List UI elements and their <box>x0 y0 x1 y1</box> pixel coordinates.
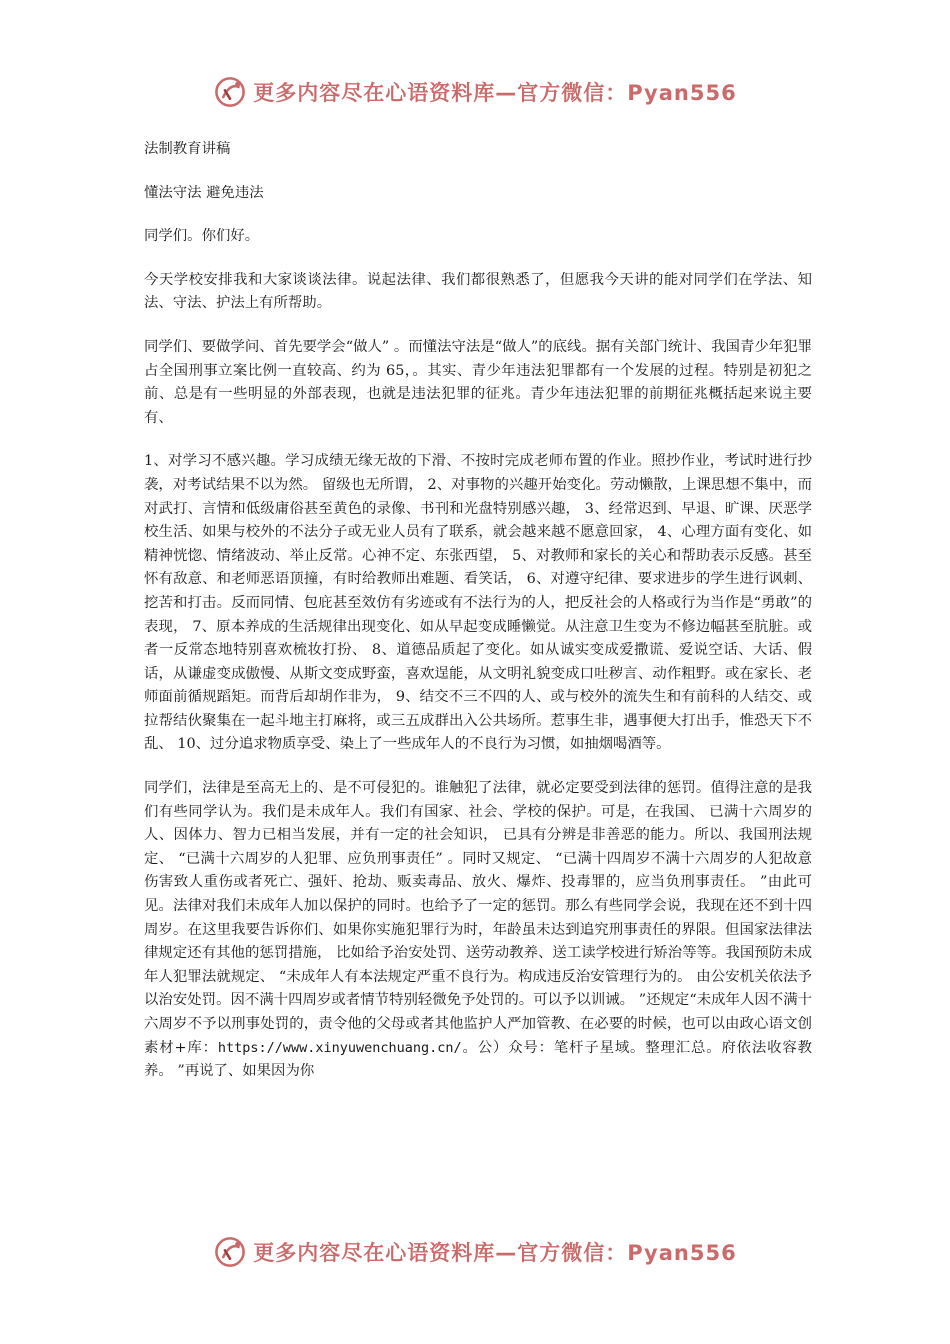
header-watermark-banner <box>0 72 950 112</box>
book-logo-icon <box>213 75 247 109</box>
doc-heading: 法制教育讲稿 <box>144 141 231 157</box>
paragraph-text-a: 同学们，法律是至高无上的、是不可侵犯的。谁触犯了法律，就必定要受到法律的惩罚。值得注意的是我们有些同学认为。我们是未成年人。我们有国家、社会、学校的保护。可是，在我国、 已满十六周岁的人、因体力、智力已相当发展，并有一定的社会知识， 已具有分辨是非善恶的能力。所以、我国刑法规定、 “已满十六周岁的人犯罪、应负刑事责任” 。同时又规定、 “已满十四周岁不满十六周岁的人犯故意伤害致人重伤或者死亡、强奸、抢劫、贩卖毒品、放火、爆炸、投毒罪的，应当负刑事责任。 ”由此可见。法律对我们未成年人加以保护的同时。也给予了一定的惩罚。那么有些同学会说，我现在还不到十四周岁。在这里我要告诉你们、如果你实施犯罪行为时，年龄虽未达到追究刑事责任的界限。但国家法律法律规定还有其他的惩罚措施， 比如给予治安处罚、送劳动教养、送工读学校进行矫治等等。我国预防未成年人犯罪法就规定、 “未成年人有本法规定严重不良行为。构成违反治安管理行为的。 由公安机关依法予以治安处罚。因不满十四周岁或者情节特别轻微免予处罚的。可以予以训诫。 ”还规定“未成年人因不满十六周岁不予以刑事处罚的，责令他的父母或者其他监护人严加管教、在必要的时候，也可以由政心语文创素材+库： <box>144 780 812 1056</box>
book-logo-icon <box>213 1235 247 1269</box>
paragraph-warning-signs: 1、对学习不感兴趣。学习成绩无缘无故的下滑、不按时完成老师布置的作业。照抄作业，考试时进行抄袭，对考试结果不以为然。 留级也无所谓， 2、对事物的兴趣开始变化。劳动懒散，上课思想不集中，而对武打、言情和低级庸俗甚至黄色的录像、书刊和光盘特别感兴趣， 3、经常迟到、早退、旷课、厌恶学校生活、如果与校外的不法分子或无业人员有了联系，就会越来越不愿意回家， 4、心理方面有变化、如精神恍惚、情绪波动、举止反常。心神不定、东张西望， 5、对教师和家长的关心和帮助表示反感。甚至怀有敌意、和老师恶语顶撞，有时给教师出难题、看笑话， 6、对遵守纪律、要求进步的学生进行讽刺、挖苦和打击。反而同情、包庇甚至效仿有劣迹或有不法行为的人，把反社会的人格或行为当作是“勇敢”的表现， 7、原本养成的生活规律出现变化、如从早起变成睡懒觉。从注意卫生变为不修边幅甚至肮脏。或者一反常态地特别喜欢梳妆打扮、 8、道德品质起了变化。如从诚实变成爱撒谎、爱说空话、大话、假话，从谦虚变成傲慢、从斯文变成野蛮，喜欢逞能，从文明礼貌变成口吐秽言、动作粗野。或在家长、老师面前循规蹈矩。而背后却胡作非为， 9、结交不三不四的人、或与校外的流失生和有前科的人结交、或拉帮结伙聚集在一起斗地主打麻将，或三五成群出入公共场所。惹事生非，遇事便大打出手，惟恐天下不乱、 10、过分追求物质享受、染上了一些成年人的不良行为习惯，如抽烟喝酒等。 <box>144 453 812 753</box>
doc-greeting: 同学们。你们好。 <box>144 228 260 245</box>
paragraph-intro: 今天学校安排我和大家谈谈法律。说起法律、我们都很熟悉了，但愿我今天讲的能对同学们在学法、知法、守法、护法上有所帮助。 <box>144 271 812 312</box>
footer-watermark-banner <box>0 1232 950 1272</box>
source-url: https://www.xinyuwenchuang.cn/ <box>217 1039 462 1056</box>
paragraph-legal-responsibility <box>144 777 812 1084</box>
paragraph-text-b: 。公）众号：笔杆子星域。整理汇总。府依法收容教养。 ”再说了、如果因为你 <box>144 1039 812 1080</box>
paragraph-statistics: 同学们、要做学问、首先要学会“做人” 。而懂法守法是“做人”的底线。据有关部门统计、我国青少年犯罪占全国刑事立案比例一直较高、约为 65，。其实、青少年违法犯罪都有一个发展的过程。特别是初犯之前、总是有一些明显的外部表现，也就是违法犯罪的征兆。青少年违法犯罪的前期征兆概括起来说主要有、 <box>144 338 812 426</box>
watermark-text: 更多内容尽在心语资料库—官方微信：Pyan556 <box>253 1241 737 1265</box>
document-body <box>144 138 812 1104</box>
doc-subtitle: 懂法守法 避免违法 <box>144 184 264 201</box>
watermark-text: 更多内容尽在心语资料库—官方微信：Pyan556 <box>253 81 737 105</box>
